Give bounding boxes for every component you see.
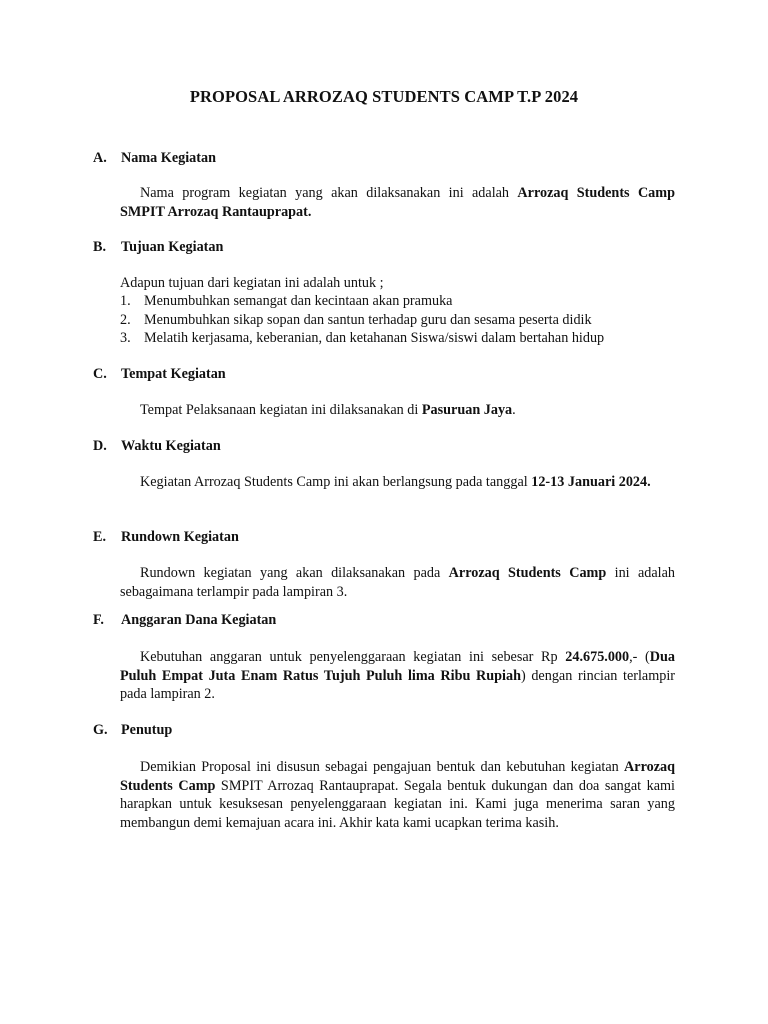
section-d-title: Waktu Kegiatan [121, 438, 221, 454]
section-f-title: Anggaran Dana Kegiatan [121, 612, 277, 628]
section-f-text: Kebutuhan anggaran untuk penyelenggaraan kegiatan ini sebesar Rp [140, 649, 566, 665]
section-e-text-end: ini adalah sebagaimana terlampir pada lampiran 3. [120, 565, 676, 600]
section-c-text: Tempat Pelaksanaan kegiatan ini dilaksanakan di [140, 402, 422, 418]
section-a-text: Nama program kegiatan yang akan dilaksanakan ini adalah [140, 185, 518, 201]
section-c-title: Tempat Kegiatan [121, 366, 226, 382]
section-e-letter: E. [93, 529, 107, 545]
section-e-paragraph [120, 564, 675, 601]
section-c-heading [93, 365, 226, 384]
section-e-heading [93, 528, 239, 547]
list-item-text: Melatih kerjasama, keberanian, dan ketahanan Siswa/siswi dalam bertahan hidup [144, 330, 605, 346]
section-c-bold: Pasuruan Jaya [421, 402, 513, 418]
section-f-heading [93, 611, 276, 630]
section-e-title: Rundown Kegiatan [121, 529, 239, 545]
section-g-bold: Arrozaq Students Camp [120, 759, 675, 794]
section-f-letter: F. [93, 612, 104, 628]
section-c-text-end: . [512, 402, 516, 418]
section-d-letter: D. [93, 438, 107, 454]
section-d-heading [93, 437, 221, 456]
section-f-paragraph [120, 648, 675, 704]
list-item-number: 3. [120, 330, 131, 346]
list-item [120, 329, 680, 348]
section-e-bold: Arrozaq Students Camp [448, 565, 607, 581]
section-f-amount: 24.675.000 [565, 649, 630, 665]
section-e-text: Rundown kegiatan yang akan dilaksanakan pada [140, 565, 449, 581]
section-b-list [120, 292, 680, 348]
section-a-heading [93, 149, 216, 168]
section-b-letter: B. [93, 239, 107, 255]
section-b-title: Tujuan Kegiatan [121, 239, 224, 255]
section-g-title: Penutup [121, 722, 173, 738]
section-f-text-mid: ,- ( [629, 649, 650, 665]
section-a-title: Nama Kegiatan [121, 150, 216, 166]
section-c-letter: C. [93, 366, 107, 382]
list-item [120, 292, 680, 311]
section-g-text-end: SMPIT Arrozaq Rantauprapat. Segala bentuk dukungan dan doa sangat kami harapkan untuk kesuksesan penyelenggaraan kegiatan ini. Kami juga menerima saran yang membangun demi kemajuan acara ini. Akhir kata kami ucapkan terima kasih. [120, 777, 675, 831]
section-a-letter: A. [93, 150, 107, 166]
section-b-heading [93, 238, 223, 257]
section-d-bold: 12-13 Januari 2024. [531, 474, 651, 490]
section-a-bold: Arrozaq Students Camp SMPIT Arrozaq Rantauprapat. [120, 185, 675, 220]
document-title: PROPOSAL ARROZAQ STUDENTS CAMP T.P 2024 [189, 87, 579, 106]
section-b-intro: Adapun tujuan dari kegiatan ini adalah untuk ; [120, 275, 384, 291]
list-item-text: Menumbuhkan sikap sopan dan santun terhadap guru dan sesama peserta didik [144, 311, 592, 328]
list-item-number: 1. [120, 293, 131, 309]
section-c-paragraph [120, 401, 675, 420]
section-d-paragraph [120, 473, 675, 492]
list-item-text: Menumbuhkan semangat dan kecintaan akan pramuka [144, 293, 453, 309]
list-item-number: 2. [120, 311, 131, 328]
section-f-text-end: ) dengan rincian terlampir pada lampiran 2. [120, 667, 675, 702]
section-g-text: Demikian Proposal ini disusun sebagai pengajuan bentuk dan kebutuhan kegiatan [140, 759, 625, 775]
section-g-letter: G. [93, 722, 108, 738]
list-item [120, 311, 680, 330]
section-a-paragraph [120, 184, 675, 221]
section-d-text: Kegiatan Arrozaq Students Camp ini akan berlangsung pada tanggal [140, 474, 532, 490]
section-g-paragraph [120, 758, 675, 832]
section-g-heading [93, 721, 172, 740]
section-f-amount-words: Dua Puluh Empat Juta Enam Ratus Tujuh Puluh lima Ribu Rupiah [120, 649, 675, 684]
